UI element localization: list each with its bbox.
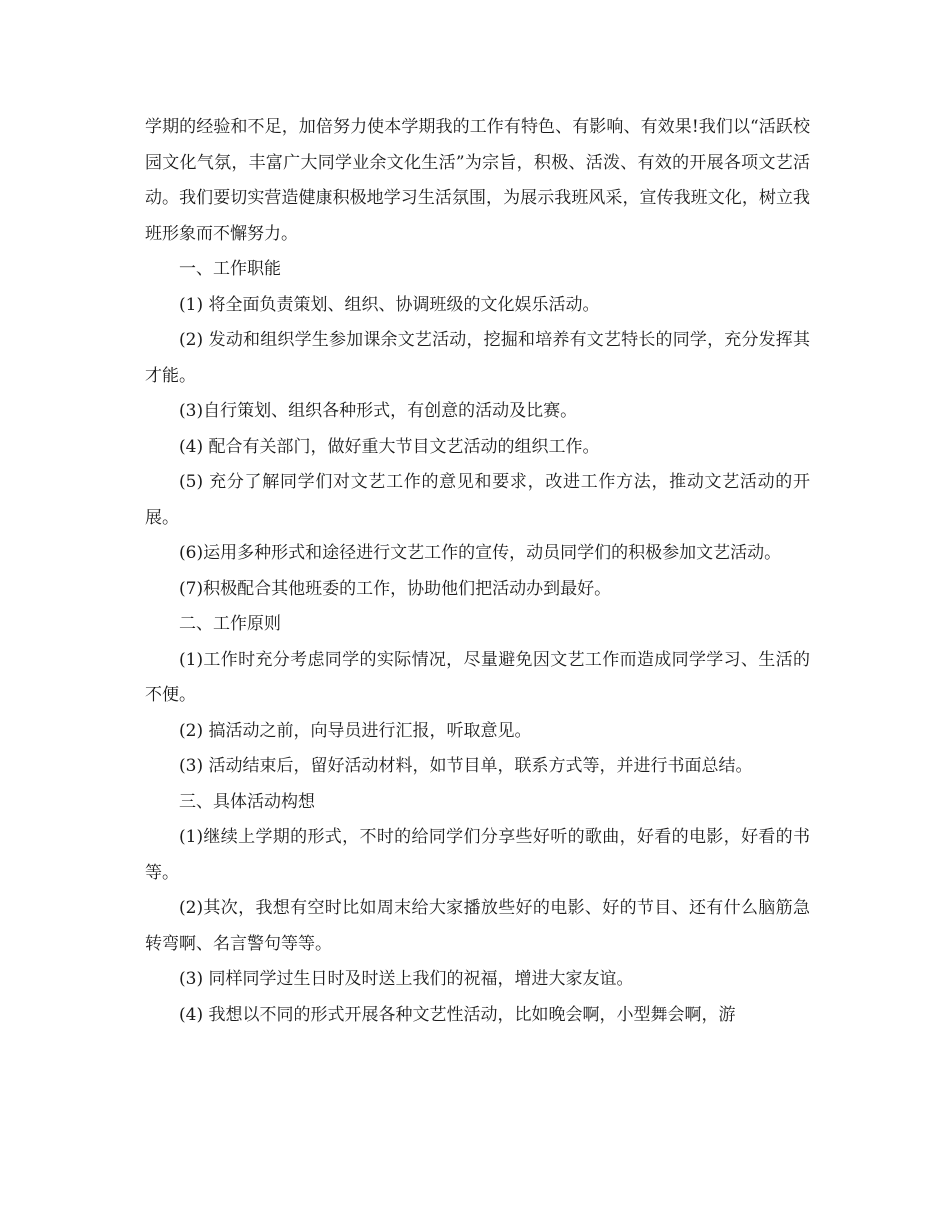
function-item-2: (2) 发动和组织学生参加课余文艺活动，挖掘和培养有文艺特长的同学，充分发挥其才能。 xyxy=(145,330,810,386)
intro-paragraph: 学期的经验和不足，加倍努力使本学期我的工作有特色、有影响、有效果!我们以“活跃校园文化气氛，丰富广大同学业余文化生活”为宗旨，积极、活泼、有效的开展各项文艺活动。我们要切实营造健康积极地学习生活氛围，为展示我班风采，宣传我班文化，树立我班形象而不懈努力。 xyxy=(145,117,810,244)
section-heading-functions: 一、工作职能 xyxy=(179,259,281,279)
function-item-7: (7)积极配合其他班委的工作，协助他们把活动办到最好。 xyxy=(179,578,612,599)
activity-item-1: (1)继续上学期的形式，不时的给同学们分享些好听的歌曲，好看的电影，好看的书等。 xyxy=(145,827,810,883)
function-item-5: (5) 充分了解同学们对文艺工作的意见和要求，改进工作方法，推动文艺活动的开展。 xyxy=(145,472,810,528)
activity-item-3: (3) 同样同学过生日时及时送上我们的祝福，增进大家友谊。 xyxy=(179,969,634,989)
principle-item-1: (1)工作时充分考虑同学的实际情况，尽量避免因文艺工作而造成同学学习、生活的不便。 xyxy=(145,649,810,705)
section-heading-principles: 二、工作原则 xyxy=(179,614,281,634)
document-body xyxy=(145,110,810,1033)
principle-item-3: (3) 活动结束后，留好活动材料，如节目单，联系方式等，并进行书面总结。 xyxy=(179,756,753,776)
principle-item-2: (2) 搞活动之前，向导员进行汇报，听取意见。 xyxy=(179,720,532,741)
activity-item-4: (4) 我想以不同的形式开展各种文艺性活动，比如晚会啊，小型舞会啊，游 xyxy=(179,1004,736,1025)
function-item-4: (4) 配合有关部门，做好重大节目文艺活动的组织工作。 xyxy=(179,436,600,457)
section-heading-activities: 三、具体活动构想 xyxy=(179,791,315,812)
function-item-6: (6)运用多种形式和途径进行文艺工作的宣传，动员同学们的积极参加文艺活动。 xyxy=(179,543,782,563)
activity-item-2: (2)其次，我想有空时比如周末给大家播放些好的电影、好的节目、还有什么脑筋急转弯啊、名言警句等等。 xyxy=(145,898,810,954)
function-item-3: (3)自行策划、组织各种形式，有创意的活动及比赛。 xyxy=(179,401,578,421)
function-item-1: (1) 将全面负责策划、组织、协调班级的文化娱乐活动。 xyxy=(179,294,600,315)
